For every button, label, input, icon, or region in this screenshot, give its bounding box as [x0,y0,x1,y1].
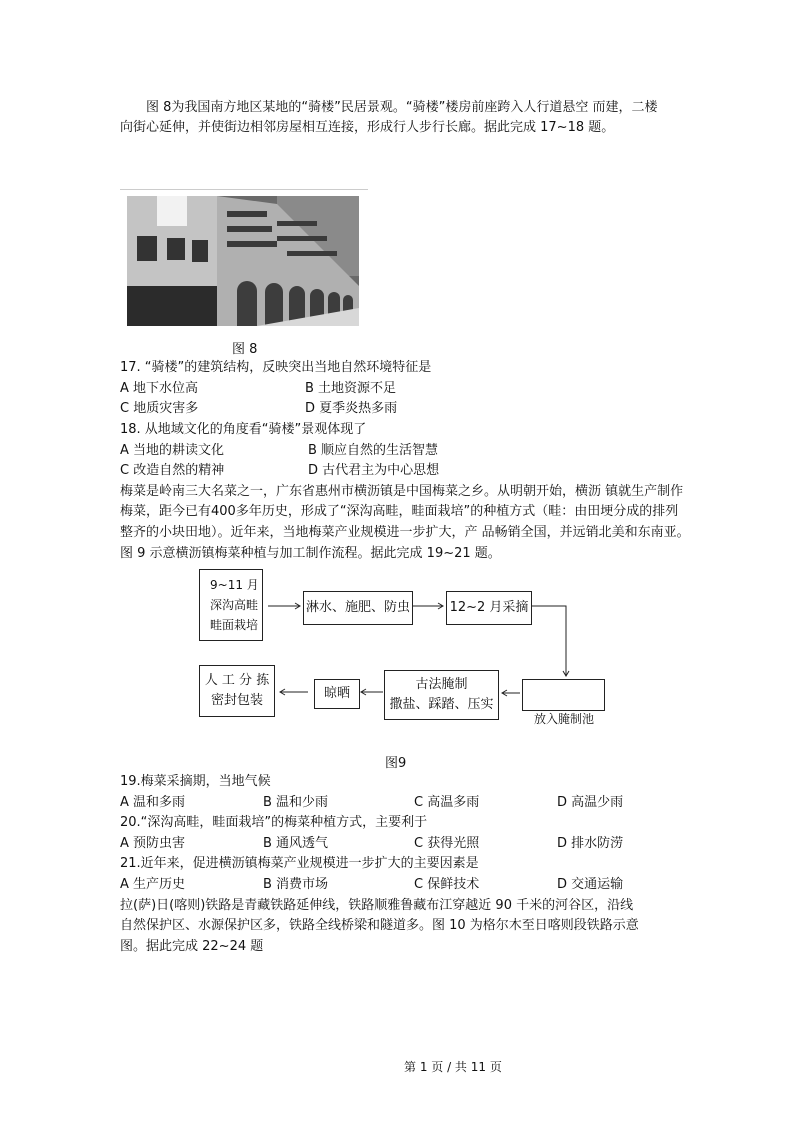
flow-step-label: 畦面栽培 [210,618,259,632]
figure-8-caption: 图 8 [232,342,258,357]
flow-step-harvest: 12~2 月采摘 [446,591,532,625]
flow-step-label: 人 工 分 拣 [204,673,270,688]
flow-step-packaging [199,665,275,717]
q21-option-a[interactable]: A 生产历史 [120,877,186,892]
q19-option-d[interactable]: D 高温少雨 [557,795,624,810]
q20-option-a[interactable]: A 预防虫害 [120,836,186,851]
question-20-stem: 20.“深沟高畦，畦面栽培”的梅菜种植方式，主要利于 [120,815,428,830]
intro10-line: 自然保护区、水源保护区多，铁路全线桥梁和隧道多。图 10 为格尔木至日喀则段铁路示意 [120,918,639,933]
page-footer: 第 1 页 / 共 11 页 [404,1060,502,1074]
flow-step-label: 放入腌制池 [534,712,595,726]
intro10-line: 拉(萨)日(喀则)铁路是青藏铁路延伸线，铁路顺雅鲁藏布江穿越近 90 千米的河谷区，沿线 [120,898,634,913]
intro9-line: 图 9 示意横沥镇梅菜种植与加工制作流程。据此完成 19~21 题。 [120,546,501,561]
q18-option-a[interactable]: A 当地的耕读文化 [120,443,225,458]
q21-option-b[interactable]: B 消费市场 [263,877,329,892]
q17-option-a[interactable]: A 地下水位高 [120,381,199,396]
q17-option-b[interactable]: B 土地资源不足 [305,381,397,396]
intro9-line: 整齐的小块田地）。近年来，当地梅菜产业规模进一步扩大，产 品畅销全国，并远销北美和东南亚。 [120,525,690,540]
flow-step-drying: 晾晒 [314,679,360,709]
intro8-line: 向街心延伸，并使街边相邻房屋相互连接，形成行人步行长廊。据此完成 17~18 题。 [120,120,615,135]
question-21-stem: 21.近年来，促进横沥镇梅菜产业规模进一步扩大的主要因素是 [120,856,479,871]
q19-option-a[interactable]: A 温和多雨 [120,795,186,810]
q21-option-d[interactable]: D 交通运输 [557,877,624,892]
flow-step-care: 淋水、施肥、防虫 [303,591,413,625]
q21-option-c[interactable]: C 保鲜技术 [414,877,480,892]
intro8-line: 图 8为我国南方地区某地的“骑楼”民居景观。“骑楼”楼房前座跨入人行道悬空 而建，二楼 [120,100,658,115]
flow-step-label: 9~11 月 [210,578,259,592]
q19-option-c[interactable]: C 高温多雨 [414,795,480,810]
intro10-line: 图。据此完成 22~24 题 [120,939,264,954]
flow-step-label: 撒盐、踩踏、压实 [389,697,494,712]
intro9-line: 梅菜，距今已有400多年历史，形成了“深沟高畦，畦面栽培”的种植方式（畦：由田埂分成的排列 [120,504,679,519]
q20-option-c[interactable]: C 获得光照 [414,836,480,851]
q17-option-d[interactable]: D 夏季炎热多雨 [305,401,398,416]
intro9-line: 梅菜是岭南三大名菜之一，广东省惠州市横沥镇是中国梅菜之乡。从明朝开始，横沥 镇就生产制作 [120,484,684,499]
flow-step-traditional-pickling [384,670,499,720]
q20-option-b[interactable]: B 通风透气 [263,836,329,851]
question-18-stem: 18. 从地域文化的角度看“骑楼”景观体现了 [120,422,367,437]
flow-step-label: 深沟高畦 [210,598,259,612]
q19-option-b[interactable]: B 温和少雨 [263,795,329,810]
flow-step-pickling-pool [522,679,605,711]
flow-step-label: 古法腌制 [415,677,468,692]
figure-9-caption: 图9 [385,756,407,771]
q18-option-b[interactable]: B 顺应自然的生活智慧 [308,443,439,458]
question-19-stem: 19.梅菜采摘期，当地气候 [120,774,271,789]
flow-step-label: 密封包装 [210,693,263,708]
q18-option-c[interactable]: C 改造自然的精神 [120,463,225,478]
q17-option-c[interactable]: C 地质灾害多 [120,401,199,416]
q20-option-d[interactable]: D 排水防涝 [557,836,624,851]
flow-step-planting [199,569,263,641]
q18-option-d[interactable]: D 古代君主为中心思想 [308,463,440,478]
question-17-stem: 17. “骑楼”的建筑结构，反映突出当地自然环境特征是 [120,360,432,375]
